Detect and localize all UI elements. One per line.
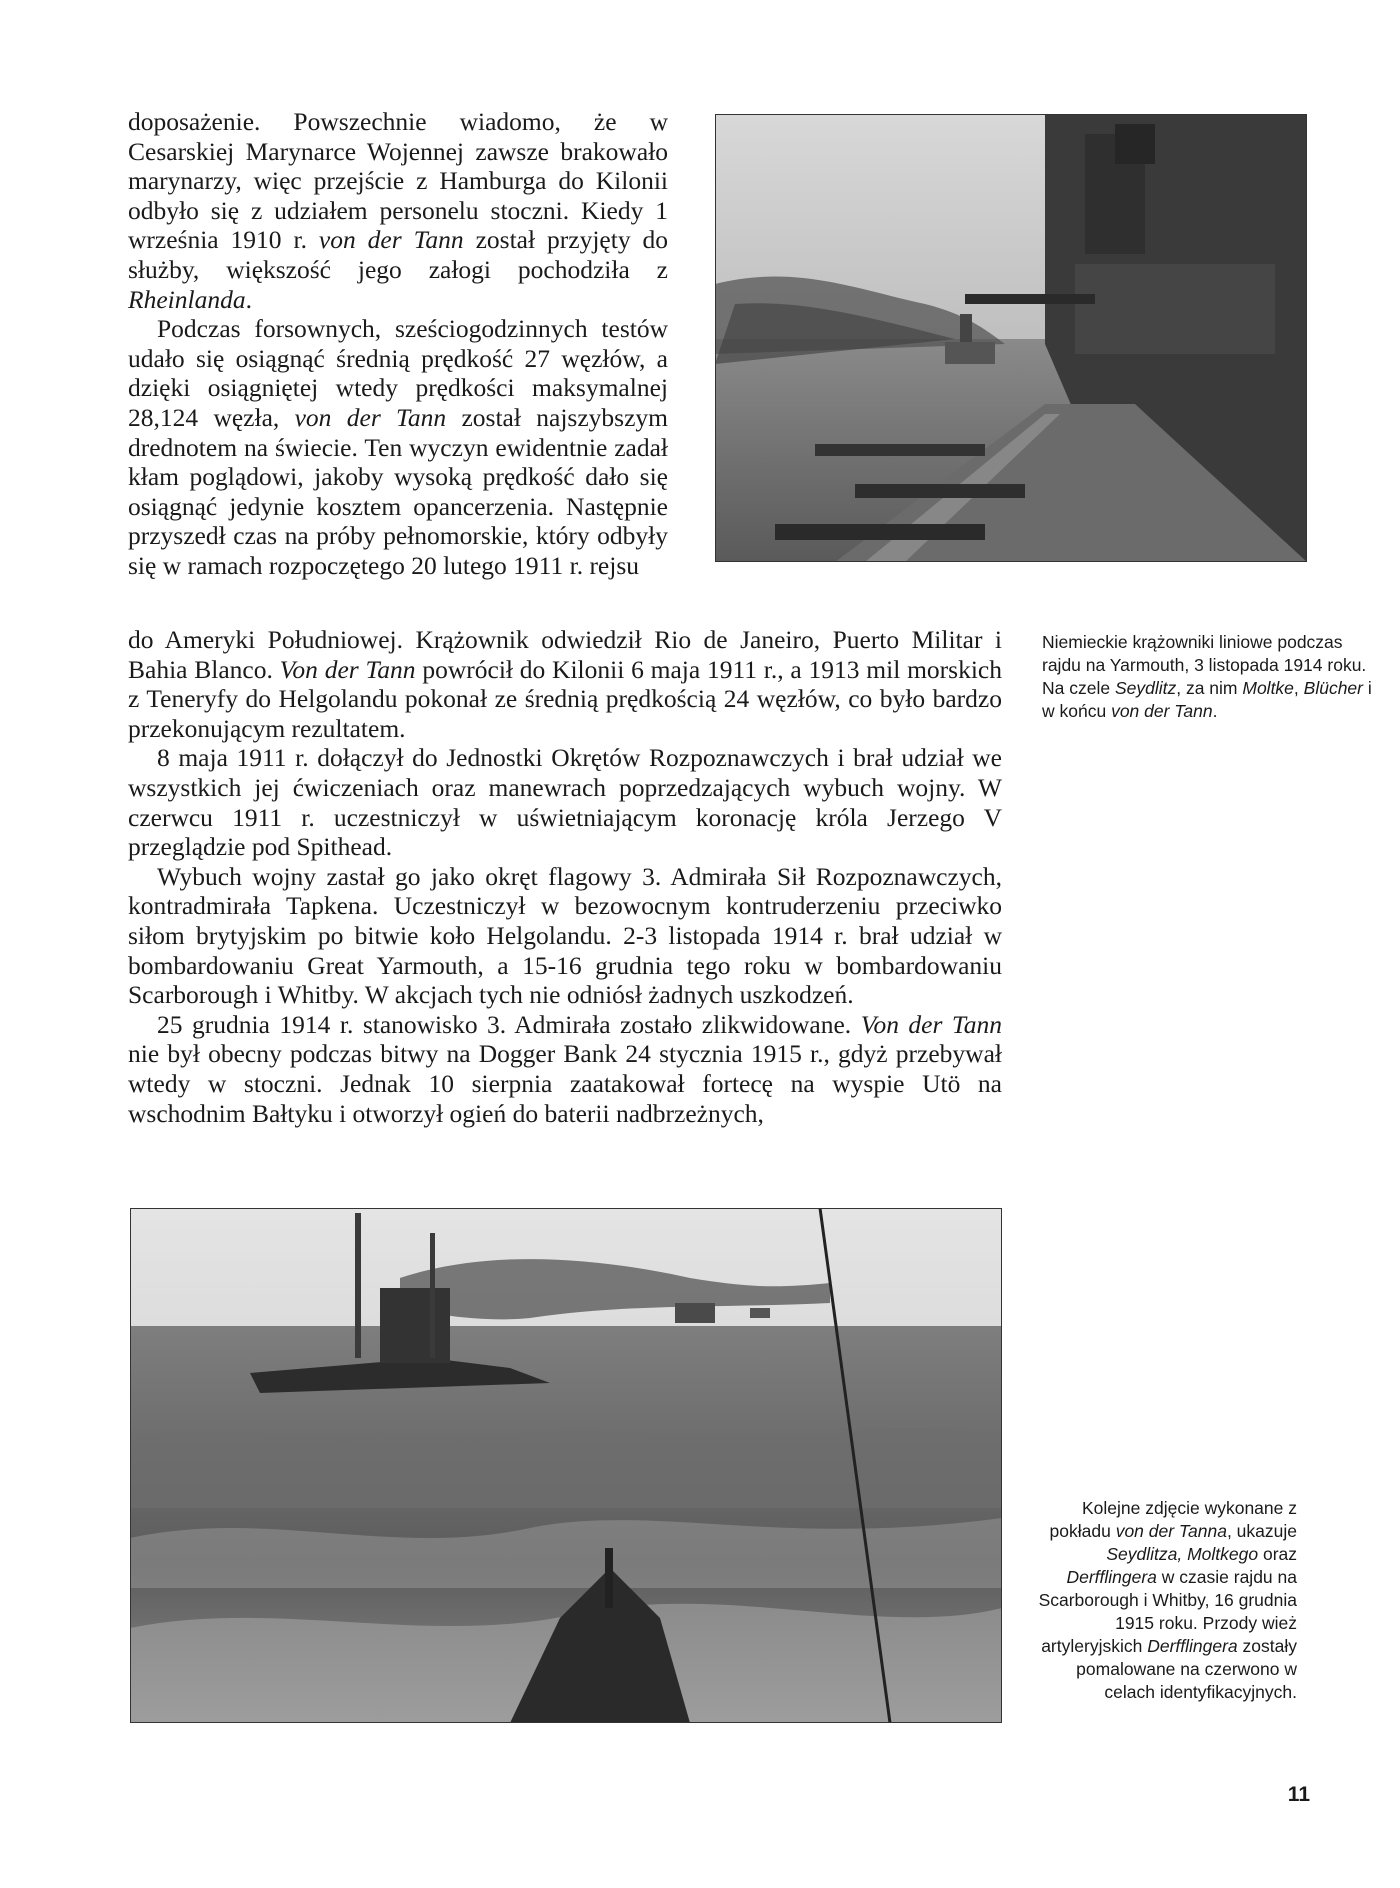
page-number: 11 xyxy=(1287,1783,1310,1806)
photo-battlecruisers-yarmouth xyxy=(715,114,1307,562)
paragraph-3: 8 maja 1911 r. dołączył do Jednostki Okrętów Rozpoznawczych i brał udział we wszystkich jej ćwiczeniach oraz manewrach poprzedzających wybuch wojny. W czerwcu 1911 r. uczestniczył w uświetniającym koronację króla Jerzego V przeglądzie pod Spithead. xyxy=(128,743,1002,862)
caption-top-photo xyxy=(1042,631,1372,723)
ship-name: Moltke xyxy=(1242,678,1294,698)
caption-text: . xyxy=(1212,701,1218,721)
ship-name: von der Tann xyxy=(294,402,447,432)
caption-text: , za nim xyxy=(1176,678,1243,698)
ship-name: Derfflingera xyxy=(1147,1636,1238,1656)
caption-text: , xyxy=(1293,678,1304,698)
ship-name: Von der Tann xyxy=(279,654,416,684)
text-column-top xyxy=(128,107,668,581)
ship-name: Seydlitz xyxy=(1114,678,1177,698)
caption-text: Kolejne zdjęcie wykonane z pokładu xyxy=(1049,1498,1297,1541)
paragraph-5 xyxy=(128,1010,1002,1128)
text-run: . xyxy=(245,284,252,314)
ship-name: von der Tanna xyxy=(1115,1521,1227,1541)
ship-name: von der Tann xyxy=(318,225,464,255)
text-run: został najszybszym drednotem na świecie. Ten wyczyn ewidentnie zadał kłam poglądowi, jakoby wysoką prędkość dało się osiągnąć jedynie kosztem opancerzenia. Następnie przyszedł czas na próby pełnomorskie, który odbyły się w ramach rozpoczętego 20 lutego 1911 r. rejsu xyxy=(128,402,668,580)
text-run: powrócił do Kilonii 6 maja 1911 r., a 1913 mil morskich z Teneryfy do Helgolandu pokonał ze średnią prędkością 24 węzłów, co było bardzo przekonującym rezultatem. xyxy=(128,654,1002,743)
photo-graphic xyxy=(715,114,1307,562)
paragraph-1 xyxy=(128,107,668,314)
paragraph-4: Wybuch wojny zastał go jako okręt flagowy 3. Admirała Sił Rozpoznawczych, kontradmirała Tapkena. Uczestniczył w bezowocnym kontruderzeniu przeciwko siłom brytyjskim po bitwie koło Helgolandu. 2-3 listopada 1914 r. brał udział w bombardowaniu Great Yarmouth, a 15-16 grudnia tego roku w bombardowaniu Scarborough i Whitby. W akcjach tych nie odniósł żadnych uszkodzeń. xyxy=(128,861,1002,1010)
paragraph-2 xyxy=(128,314,668,580)
caption-text: , ukazuje xyxy=(1226,1521,1297,1541)
photo-graphic xyxy=(130,1208,1002,1723)
caption-bottom-photo xyxy=(1025,1497,1297,1704)
ship-name: Blücher xyxy=(1303,678,1363,698)
text-run: do Ameryki Południowej. Krążownik odwiedził Rio de Janeiro, Puerto Militar i Bahia Blanco. xyxy=(128,625,1002,684)
paragraph-2-continued xyxy=(128,625,1002,743)
text-run: doposażenie. Powszechnie wiadomo, że w Cesarskiej Marynarce Wojennej zawsze brakowało marynarzy, więc przejście z Hamburga do Kilonii odbyło się z udziałem personelu stoczni. Kiedy 1 września 1910 r. xyxy=(128,107,668,255)
caption-text: i w końcu xyxy=(1042,678,1372,721)
ship-name: Von der Tann xyxy=(860,1009,1003,1039)
caption-text: oraz xyxy=(1258,1544,1297,1564)
text-run: został przyjęty do służby, większość jego załogi pochodziła z xyxy=(128,225,668,284)
text-run: 25 grudnia 1914 r. stanowisko 3. Admirała zostało zlikwidowane. xyxy=(157,1009,861,1039)
text-run: nie był obecny podczas bitwy na Dogger Bank 24 stycznia 1915 r., gdyż przebywał wtedy w stoczni. Jednak 10 sierpnia zaatakował fortecę na wyspie Utö na wschodnim Bałtyku i otworzył ogień do baterii nadbrzeżnych, xyxy=(128,1039,1002,1128)
ship-name: Rheinlanda xyxy=(128,284,246,314)
ship-name: von der Tann xyxy=(1111,701,1213,721)
text-run: Podczas forsownych, sześciogodzinnych testów udało się osiągnąć średnią prędkość 27 węzłów, a dzięki osiągniętej wtedy prędkości maksymalnej 28,124 węzła, xyxy=(128,314,668,432)
text-column-wide xyxy=(128,625,1002,1128)
ship-name: Derfflingera xyxy=(1066,1567,1157,1587)
caption-text: zostały pomalowane na czerwono w celach identyfikacyjnych. xyxy=(1076,1636,1297,1702)
caption-text: w czasie rajdu na Scarborough i Whitby, 16 grudnia 1915 roku. Przody wież artyleryjskich xyxy=(1038,1567,1297,1656)
caption-text: Niemieckie krążowniki liniowe podczas rajdu na Yarmouth, 3 listopada 1914 roku. Na czele xyxy=(1042,632,1367,698)
photo-battlecruisers-scarborough xyxy=(130,1208,1002,1723)
ship-name: Seydlitza, Moltkego xyxy=(1106,1544,1259,1564)
